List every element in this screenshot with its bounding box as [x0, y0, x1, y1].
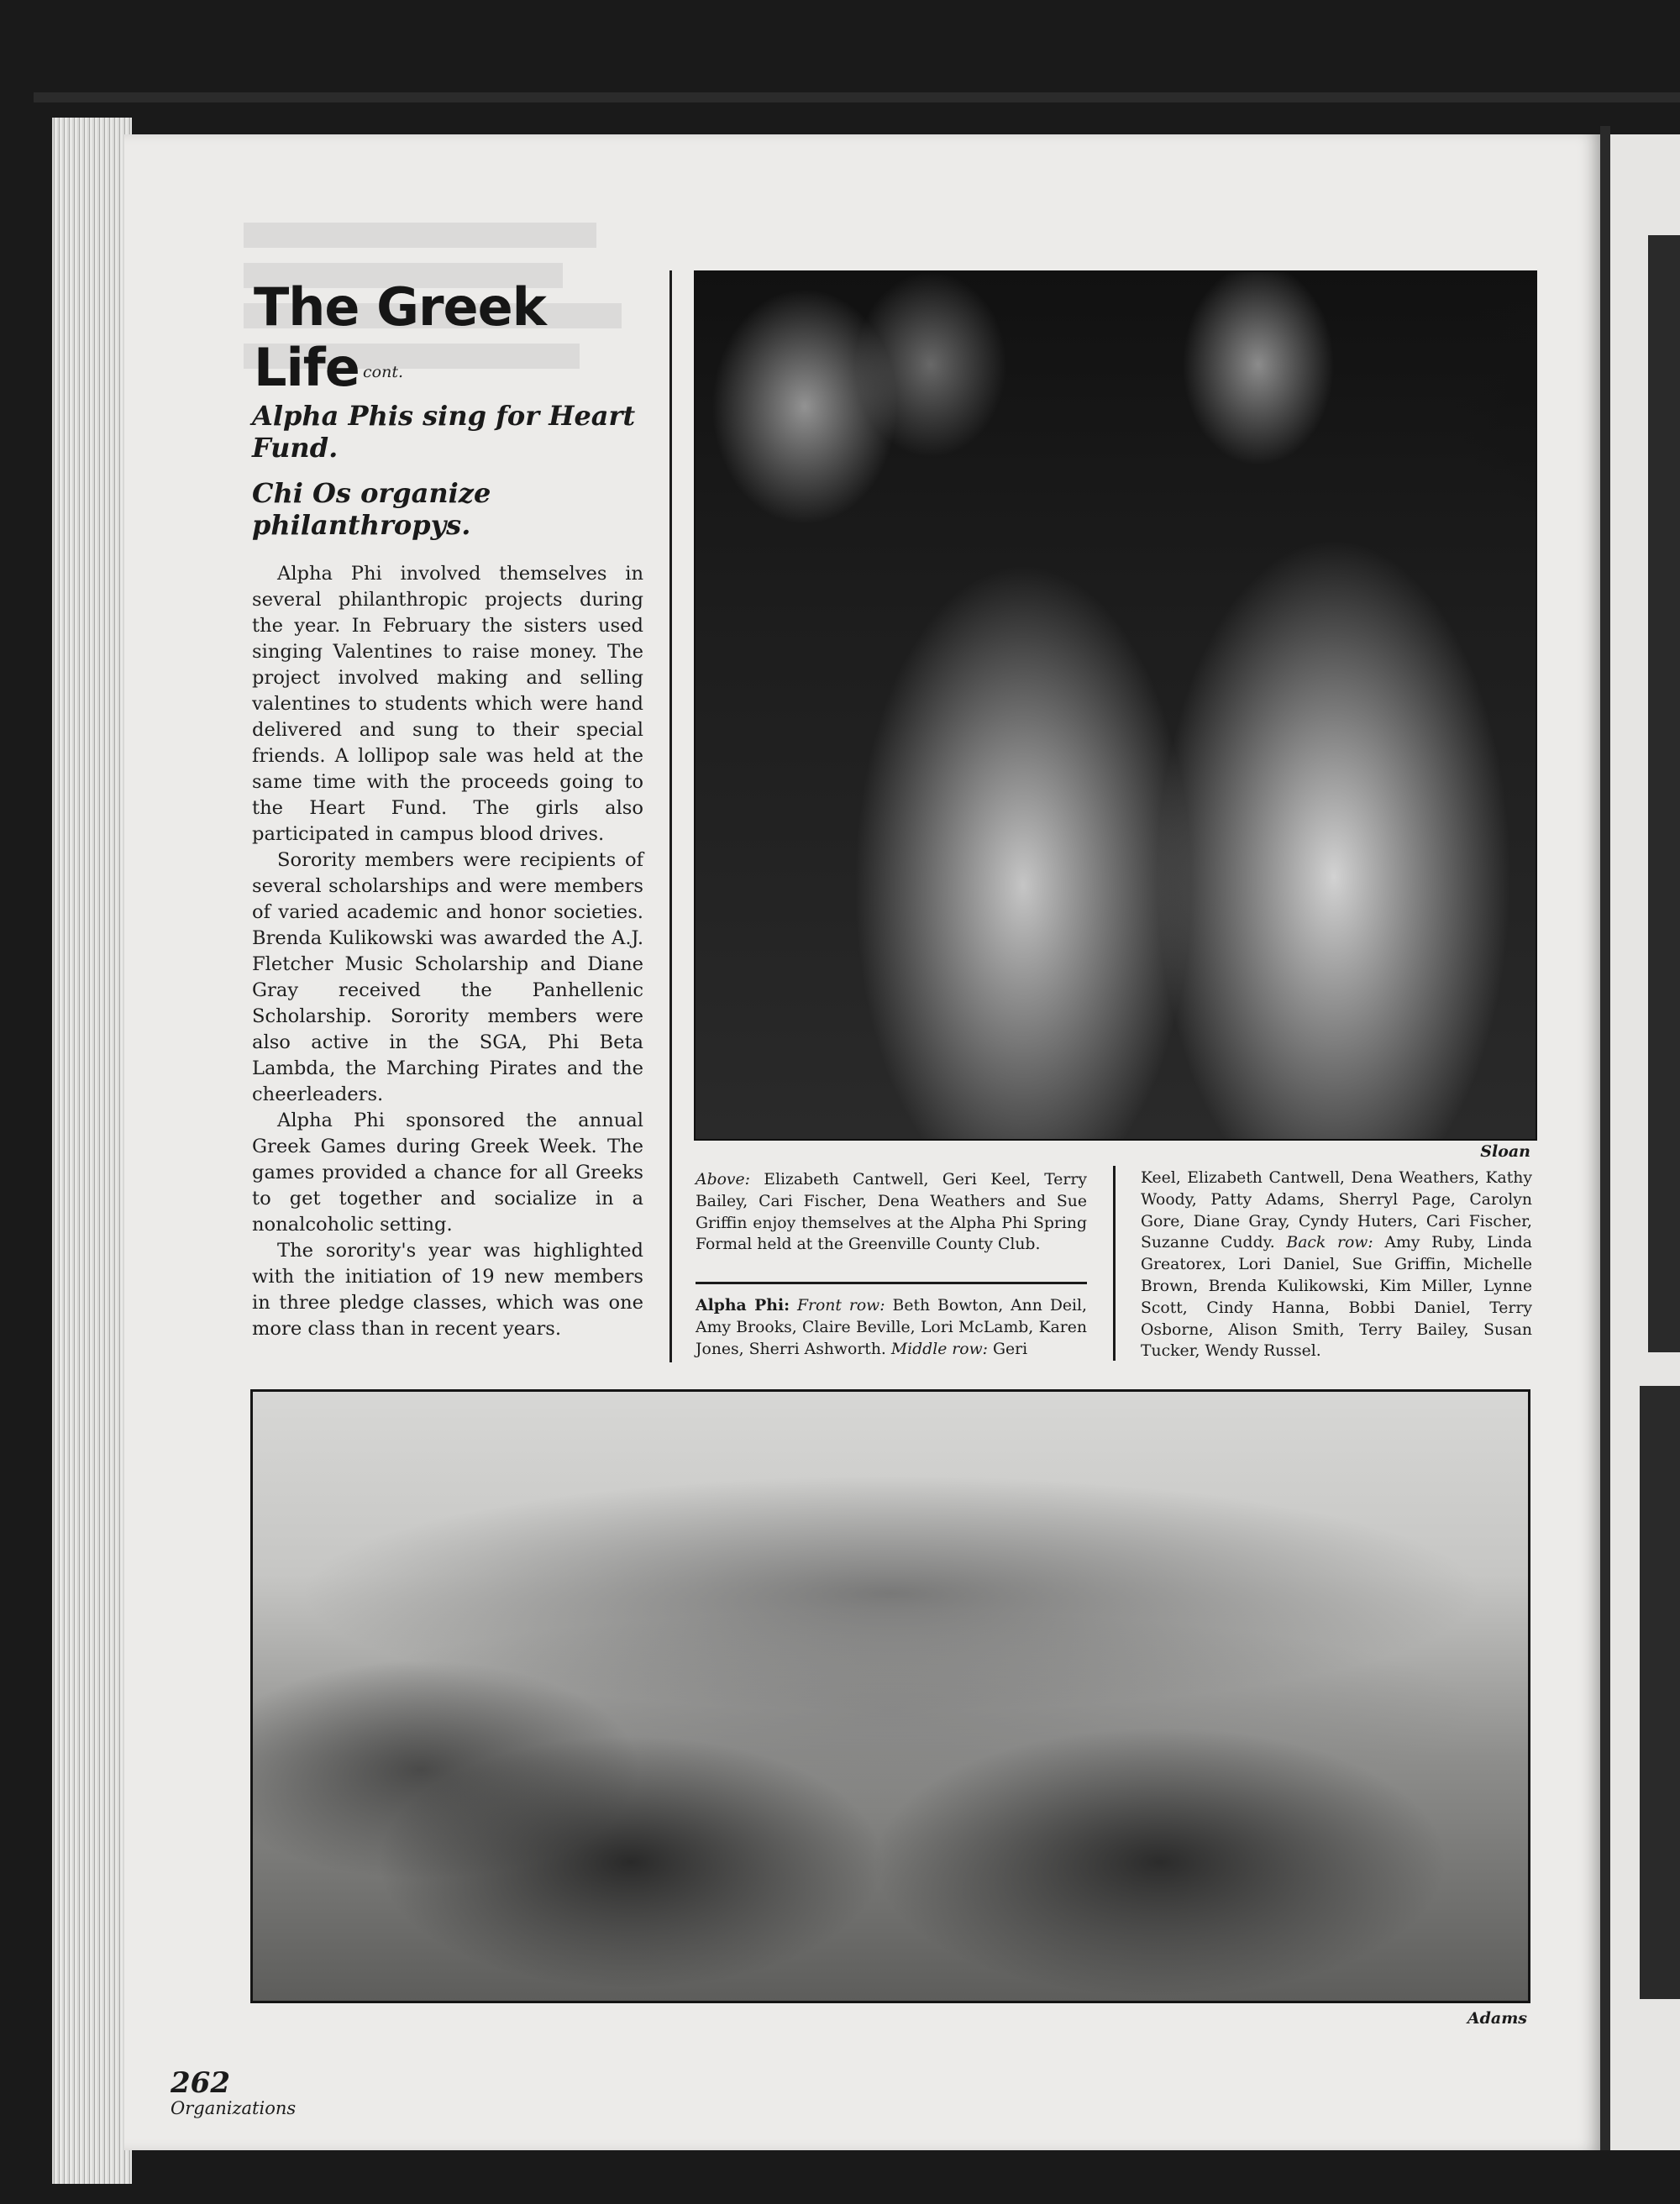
article-body	[252, 561, 643, 1342]
subheading-chi-o: Chi Os organize philanthropys.	[252, 477, 491, 541]
photo-credit: Adams	[1467, 2009, 1527, 2028]
caption-org: Alpha Phi:	[696, 1296, 790, 1315]
formal-dance-photo	[694, 270, 1537, 1141]
middle-row-names-start: Geri	[992, 1340, 1028, 1358]
title-continued: cont.	[363, 363, 403, 381]
middle-row-names: Keel, Elizabeth Cantwell, Dena Weathers, Kathy Woody, Patty Adams, Sherryl Page, Carolyn Gore, Diane Gray, Cyndy Huters, Cari Fischer, Suzanne Cuddy.	[1141, 1169, 1532, 1252]
gutter	[1600, 126, 1610, 2150]
page-stack-edge	[52, 118, 132, 2184]
front-row-names: Beth Bowton, Ann Deil, Amy Brooks, Claire Beville, Lori McLamb, Karen Jones, Sherri Ashworth.	[696, 1297, 1087, 1358]
title-line-1: The Greek	[254, 276, 546, 338]
facing-page-photo	[1640, 1386, 1680, 1999]
book-top-edge	[34, 92, 1680, 102]
page-number: 262	[171, 2066, 230, 2100]
paragraph: Sorority members were recipients of several scholarships and were members of varied academic and honor societies. Brenda Kulikowski was awarded the A.J. Fletcher Music Scholarship and Diane Gray received the Panhellenic Scholarship. Sorority members were also active in the SGA, Phi Beta Lambda, the Marching Pirates and the cheerleaders.	[252, 849, 643, 1105]
caption-text: Elizabeth Cantwell, Geri Keel, Terry Bailey, Cari Fischer, Dena Weathers and Sue Griffin enjoy themselves at the Alpha Phi Spring Formal held at the Greenville County Club.	[696, 1171, 1087, 1254]
middle-row-label: Middle row:	[890, 1340, 988, 1358]
group-photo	[250, 1389, 1530, 2003]
paragraph: The sorority's year was highlighted with the initiation of 19 new members in three pledge classes, which was one more class than in recent years.	[252, 1240, 643, 1340]
caption-column-rule	[1113, 1166, 1116, 1361]
column-rule	[669, 270, 672, 1362]
subheading-alpha-phi: Alpha Phis sing for Heart Fund.	[252, 400, 636, 464]
paragraph: Alpha Phi involved themselves in several philanthropic projects during the year. In February the sisters used singing Valentines to raise money. The project involved making and selling valentines to students which were hand delivered and sung to their special friends. A lollipop sale was held at the same time with the proceeds going to the Heart Fund. The girls also participated in campus blood drives.	[252, 563, 643, 845]
section-name: Organizations	[171, 2098, 297, 2118]
paragraph: Alpha Phi sponsored the annual Greek Games during Greek Week. The games provided a chance for all Greeks to get together and socialize in a nonalcoholic setting.	[252, 1110, 643, 1236]
caption-rule	[696, 1282, 1087, 1284]
facing-page-photo	[1648, 235, 1680, 1352]
group-caption-continued	[1141, 1168, 1532, 1362]
caption-lead: Above:	[696, 1171, 750, 1189]
photo-caption	[696, 1169, 1087, 1256]
front-row-label: Front row:	[796, 1297, 885, 1315]
back-row-names: Amy Ruby, Linda Greatorex, Lori Daniel, Sue Griffin, Michelle Brown, Brenda Kulikowski, Kim Miller, Lynne Scott, Cindy Hanna, Bobbi Daniel, Terry Osborne, Alison Smith, Terry Bailey, Susan Tucker, Wendy Russel.	[1141, 1234, 1532, 1361]
back-row-label: Back row:	[1286, 1234, 1373, 1252]
photo-credit: Sloan	[1480, 1142, 1530, 1161]
title-line-2: Life	[254, 337, 360, 398]
group-caption-start	[696, 1295, 1087, 1360]
page-title	[254, 277, 640, 398]
